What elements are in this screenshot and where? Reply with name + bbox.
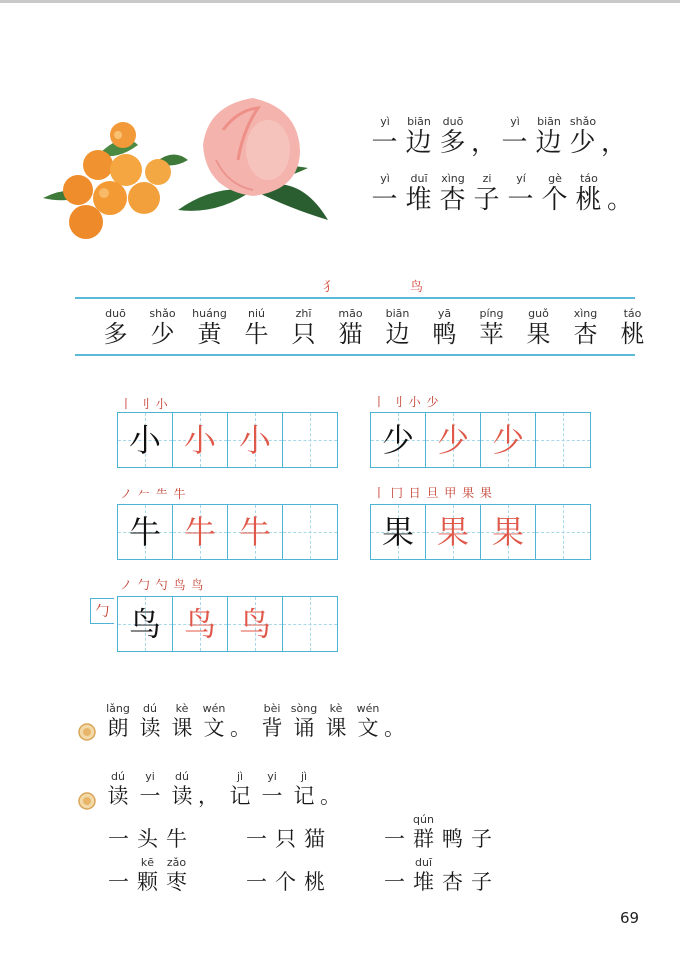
hanzi: 读 xyxy=(107,784,129,808)
ruby-character xyxy=(133,855,162,894)
stroke-order-niu: ノ 𠂉 ⺧ 牛 xyxy=(120,487,187,501)
ruby-character xyxy=(562,306,609,349)
hanzi: 课 xyxy=(325,716,347,740)
ruby-character xyxy=(300,855,329,894)
ruby-character xyxy=(609,306,656,349)
ruby-character xyxy=(532,114,566,159)
ruby-character xyxy=(242,812,271,851)
ruby-character xyxy=(300,812,329,851)
punctuation: 。 xyxy=(230,716,251,740)
ruby-character xyxy=(467,812,496,851)
ruby-character xyxy=(515,306,562,349)
top-border xyxy=(0,0,680,3)
ruby-character xyxy=(133,812,162,851)
pinyin: yā xyxy=(437,307,452,320)
hanzi: 黄 xyxy=(197,320,222,348)
radical-quan: 犭 xyxy=(323,280,337,295)
hanzi: 果 xyxy=(526,320,551,348)
hanzi: 牛 xyxy=(166,827,187,851)
radical-box: 勹 xyxy=(90,598,114,624)
exercise-badge-icon xyxy=(78,792,96,810)
hanzi: 子 xyxy=(471,827,492,851)
hanzi: 桃 xyxy=(575,185,603,215)
pinyin: biān xyxy=(537,115,561,128)
pinyin: bèi xyxy=(263,702,281,715)
grid-cell-trace: 小 xyxy=(228,413,283,467)
pinyin: yì xyxy=(380,172,390,185)
grid-cell-blank[interactable] xyxy=(536,505,590,559)
writing-grid-shao xyxy=(370,412,591,468)
phrase-yi-tou-niu xyxy=(104,812,191,851)
hanzi: 杏 xyxy=(573,320,598,348)
ruby-character xyxy=(186,306,233,349)
pinyin: duō xyxy=(442,115,464,128)
pinyin: dú xyxy=(175,770,189,783)
ruby-character xyxy=(102,769,134,808)
pinyin: duō xyxy=(105,307,126,320)
hanzi: 鸭 xyxy=(442,827,463,851)
ruby-character xyxy=(280,306,327,349)
hanzi: 个 xyxy=(275,870,296,894)
pinyin: zhī xyxy=(295,307,312,320)
ruby-character xyxy=(380,855,409,894)
grid-cell-trace: 牛 xyxy=(173,505,228,559)
phrase-yi-qun-yazi xyxy=(380,812,496,851)
grid-cell-blank[interactable] xyxy=(283,597,337,651)
poem-line-1 xyxy=(368,114,628,159)
pinyin: dú xyxy=(143,702,157,715)
pinyin: jì xyxy=(300,770,308,783)
pinyin: yí xyxy=(516,172,526,185)
grid-cell-trace: 果 xyxy=(426,505,481,559)
ruby-character xyxy=(368,171,402,216)
vocab-band-top-line xyxy=(75,297,635,299)
ruby-character xyxy=(233,306,280,349)
pinyin: yi xyxy=(267,770,277,783)
hanzi: 苹 xyxy=(479,320,504,348)
punctuation: 。 xyxy=(606,185,633,215)
ruby-character xyxy=(134,701,166,740)
hanzi: 少 xyxy=(150,320,175,348)
ruby-character xyxy=(498,114,532,159)
pinyin: shǎo xyxy=(149,307,176,320)
hanzi: 记 xyxy=(293,784,315,808)
ruby-character xyxy=(224,769,256,808)
radical-niao: 鸟 xyxy=(410,280,424,295)
pinyin: táo xyxy=(623,307,642,320)
hanzi: 一 xyxy=(507,185,535,215)
hanzi: 堆 xyxy=(413,870,434,894)
pinyin: duī xyxy=(414,856,432,869)
apricots-peach-illustration xyxy=(38,90,348,250)
grid-cell-model: 小 xyxy=(118,413,173,467)
pinyin: wén xyxy=(356,702,380,715)
grid-cell-model: 少 xyxy=(371,413,426,467)
ruby-character xyxy=(162,812,191,851)
ruby-character xyxy=(198,701,230,740)
ruby-character xyxy=(409,855,438,894)
hanzi: 边 xyxy=(385,320,410,348)
punctuation: 。 xyxy=(384,716,405,740)
pinyin: jì xyxy=(236,770,244,783)
ruby-character xyxy=(421,306,468,349)
ruby-character xyxy=(467,855,496,894)
ruby-character xyxy=(256,769,288,808)
ruby-character xyxy=(162,855,191,894)
hanzi: 头 xyxy=(137,827,158,851)
pinyin: huáng xyxy=(192,307,227,320)
ruby-character xyxy=(402,171,436,216)
pinyin: xìng xyxy=(441,172,465,185)
hanzi: 诵 xyxy=(293,716,315,740)
hanzi: 杏 xyxy=(439,185,467,215)
hanzi: 一 xyxy=(108,827,129,851)
hanzi: 记 xyxy=(229,784,251,808)
pinyin: kè xyxy=(175,702,189,715)
pinyin: yì xyxy=(510,115,520,128)
ruby-character xyxy=(166,701,198,740)
ruby-character xyxy=(288,769,320,808)
ruby-character xyxy=(134,769,166,808)
ruby-character xyxy=(166,769,198,808)
vocab-band-bottom-line xyxy=(75,354,635,356)
stroke-order-niao: ノ 勹 勺 鸟 鸟 xyxy=(120,578,205,592)
apricots xyxy=(63,122,171,239)
ruby-character xyxy=(352,701,384,740)
hanzi: 文 xyxy=(203,716,225,740)
hanzi: 群 xyxy=(413,827,434,851)
hanzi: 课 xyxy=(171,716,193,740)
grid-cell-trace: 鸟 xyxy=(228,597,283,651)
pinyin: guǒ xyxy=(528,307,549,320)
vocab-row xyxy=(92,306,656,349)
punctuation: 。 xyxy=(320,784,341,808)
hanzi: 颗 xyxy=(137,870,158,894)
ruby-character xyxy=(102,701,134,740)
ruby-character xyxy=(271,855,300,894)
ruby-character xyxy=(92,306,139,349)
hanzi: 一 xyxy=(139,784,161,808)
pinyin: biān xyxy=(407,115,431,128)
writing-grid-niao xyxy=(117,596,338,652)
pinyin: duī xyxy=(410,172,428,185)
hanzi: 子 xyxy=(471,870,492,894)
grid-cell-trace: 牛 xyxy=(228,505,283,559)
pinyin: zi xyxy=(482,172,492,185)
punctuation: ， xyxy=(600,128,627,158)
punctuation: ， xyxy=(470,128,497,158)
hanzi: 一 xyxy=(261,784,283,808)
hanzi: 一 xyxy=(371,185,399,215)
pinyin: dú xyxy=(111,770,125,783)
pinyin: wén xyxy=(202,702,226,715)
grid-cell-blank[interactable] xyxy=(536,413,590,467)
stroke-order-xiao: 丨 刂 小 xyxy=(120,397,169,411)
ruby-character xyxy=(139,306,186,349)
ruby-character xyxy=(256,701,288,740)
hanzi: 一 xyxy=(384,827,405,851)
pinyin: sòng xyxy=(290,702,318,715)
ruby-character xyxy=(288,701,320,740)
grid-cell-blank[interactable] xyxy=(283,505,337,559)
hanzi: 鸭 xyxy=(432,320,457,348)
ruby-character xyxy=(409,812,438,851)
ruby-character xyxy=(374,306,421,349)
hanzi: 少 xyxy=(569,128,597,158)
exercise-read-recite xyxy=(102,701,410,740)
pinyin: kē xyxy=(140,856,155,869)
hanzi: 多 xyxy=(103,320,128,348)
hanzi: 猫 xyxy=(304,827,325,851)
hanzi: 读 xyxy=(139,716,161,740)
pinyin: píng xyxy=(479,307,504,320)
hanzi: 只 xyxy=(291,320,316,348)
ruby-character xyxy=(368,114,402,159)
pinyin: táo xyxy=(580,172,598,185)
ruby-character xyxy=(566,114,600,159)
exercise-read-remember xyxy=(102,769,346,808)
hanzi: 一 xyxy=(246,870,267,894)
hanzi: 一 xyxy=(501,128,529,158)
writing-grid-xiao xyxy=(117,412,338,468)
pinyin: shǎo xyxy=(569,115,597,128)
hanzi: 读 xyxy=(171,784,193,808)
grid-cell-trace: 果 xyxy=(481,505,536,559)
pinyin: yi xyxy=(145,770,155,783)
hanzi: 枣 xyxy=(166,870,187,894)
grid-cell-trace: 小 xyxy=(173,413,228,467)
pinyin: māo xyxy=(338,307,363,320)
punctuation: ， xyxy=(198,784,219,808)
ruby-character xyxy=(104,812,133,851)
grid-cell-blank[interactable] xyxy=(283,413,337,467)
hanzi: 只 xyxy=(275,827,296,851)
hanzi: 猫 xyxy=(338,320,363,348)
ruby-character xyxy=(104,855,133,894)
phrase-yi-ke-zao xyxy=(104,855,191,894)
pinyin: biān xyxy=(385,307,410,320)
ruby-character xyxy=(572,171,606,216)
hanzi: 背 xyxy=(261,716,283,740)
ruby-character xyxy=(327,306,374,349)
grid-cell-trace: 少 xyxy=(426,413,481,467)
ruby-character xyxy=(438,812,467,851)
ruby-character xyxy=(504,171,538,216)
ruby-character xyxy=(470,171,504,216)
hanzi: 一 xyxy=(371,128,399,158)
pinyin: zǎo xyxy=(166,856,187,869)
phrase-yi-dui-xingzi xyxy=(380,855,496,894)
pinyin: xìng xyxy=(573,307,598,320)
grid-cell-model: 牛 xyxy=(118,505,173,559)
peach xyxy=(203,98,300,196)
ruby-character xyxy=(438,855,467,894)
writing-grid-niu xyxy=(117,504,338,560)
hanzi: 一 xyxy=(384,870,405,894)
hanzi: 一 xyxy=(246,827,267,851)
pinyin: qún xyxy=(413,813,434,826)
hanzi: 文 xyxy=(357,716,379,740)
hanzi: 个 xyxy=(541,185,569,215)
grid-cell-trace: 少 xyxy=(481,413,536,467)
stroke-order-shao: 丨 刂 小 少 xyxy=(373,395,440,409)
page-number: 69 xyxy=(620,909,640,927)
hanzi: 子 xyxy=(473,185,501,215)
phrase-yi-ge-tao xyxy=(242,855,329,894)
hanzi: 多 xyxy=(439,128,467,158)
phrase-yi-zhi-mao xyxy=(242,812,329,851)
hanzi: 朗 xyxy=(107,716,129,740)
stroke-order-guo: 丨 冂 日 旦 甲 果 果 xyxy=(373,486,493,500)
hanzi: 牛 xyxy=(244,320,269,348)
hanzi: 边 xyxy=(535,128,563,158)
hanzi: 一 xyxy=(108,870,129,894)
ruby-character xyxy=(436,171,470,216)
poem-line-2 xyxy=(368,171,634,216)
pinyin: lǎng xyxy=(106,702,130,715)
ruby-character xyxy=(436,114,470,159)
hanzi: 杏 xyxy=(442,870,463,894)
pinyin: niú xyxy=(248,307,265,320)
grid-cell-trace: 鸟 xyxy=(173,597,228,651)
grid-cell-model: 果 xyxy=(371,505,426,559)
exercise-badge-icon xyxy=(78,723,96,741)
ruby-character xyxy=(242,855,271,894)
hanzi: 边 xyxy=(405,128,433,158)
ruby-character xyxy=(402,114,436,159)
pinyin: yì xyxy=(380,115,390,128)
hanzi: 桃 xyxy=(304,870,325,894)
pinyin: gè xyxy=(548,172,562,185)
grid-cell-model: 鸟 xyxy=(118,597,173,651)
ruby-character xyxy=(380,812,409,851)
ruby-character xyxy=(271,812,300,851)
hanzi: 桃 xyxy=(620,320,645,348)
pinyin: kè xyxy=(329,702,343,715)
ruby-character xyxy=(538,171,572,216)
ruby-character xyxy=(468,306,515,349)
ruby-character xyxy=(320,701,352,740)
hanzi: 堆 xyxy=(405,185,433,215)
writing-grid-guo xyxy=(370,504,591,560)
